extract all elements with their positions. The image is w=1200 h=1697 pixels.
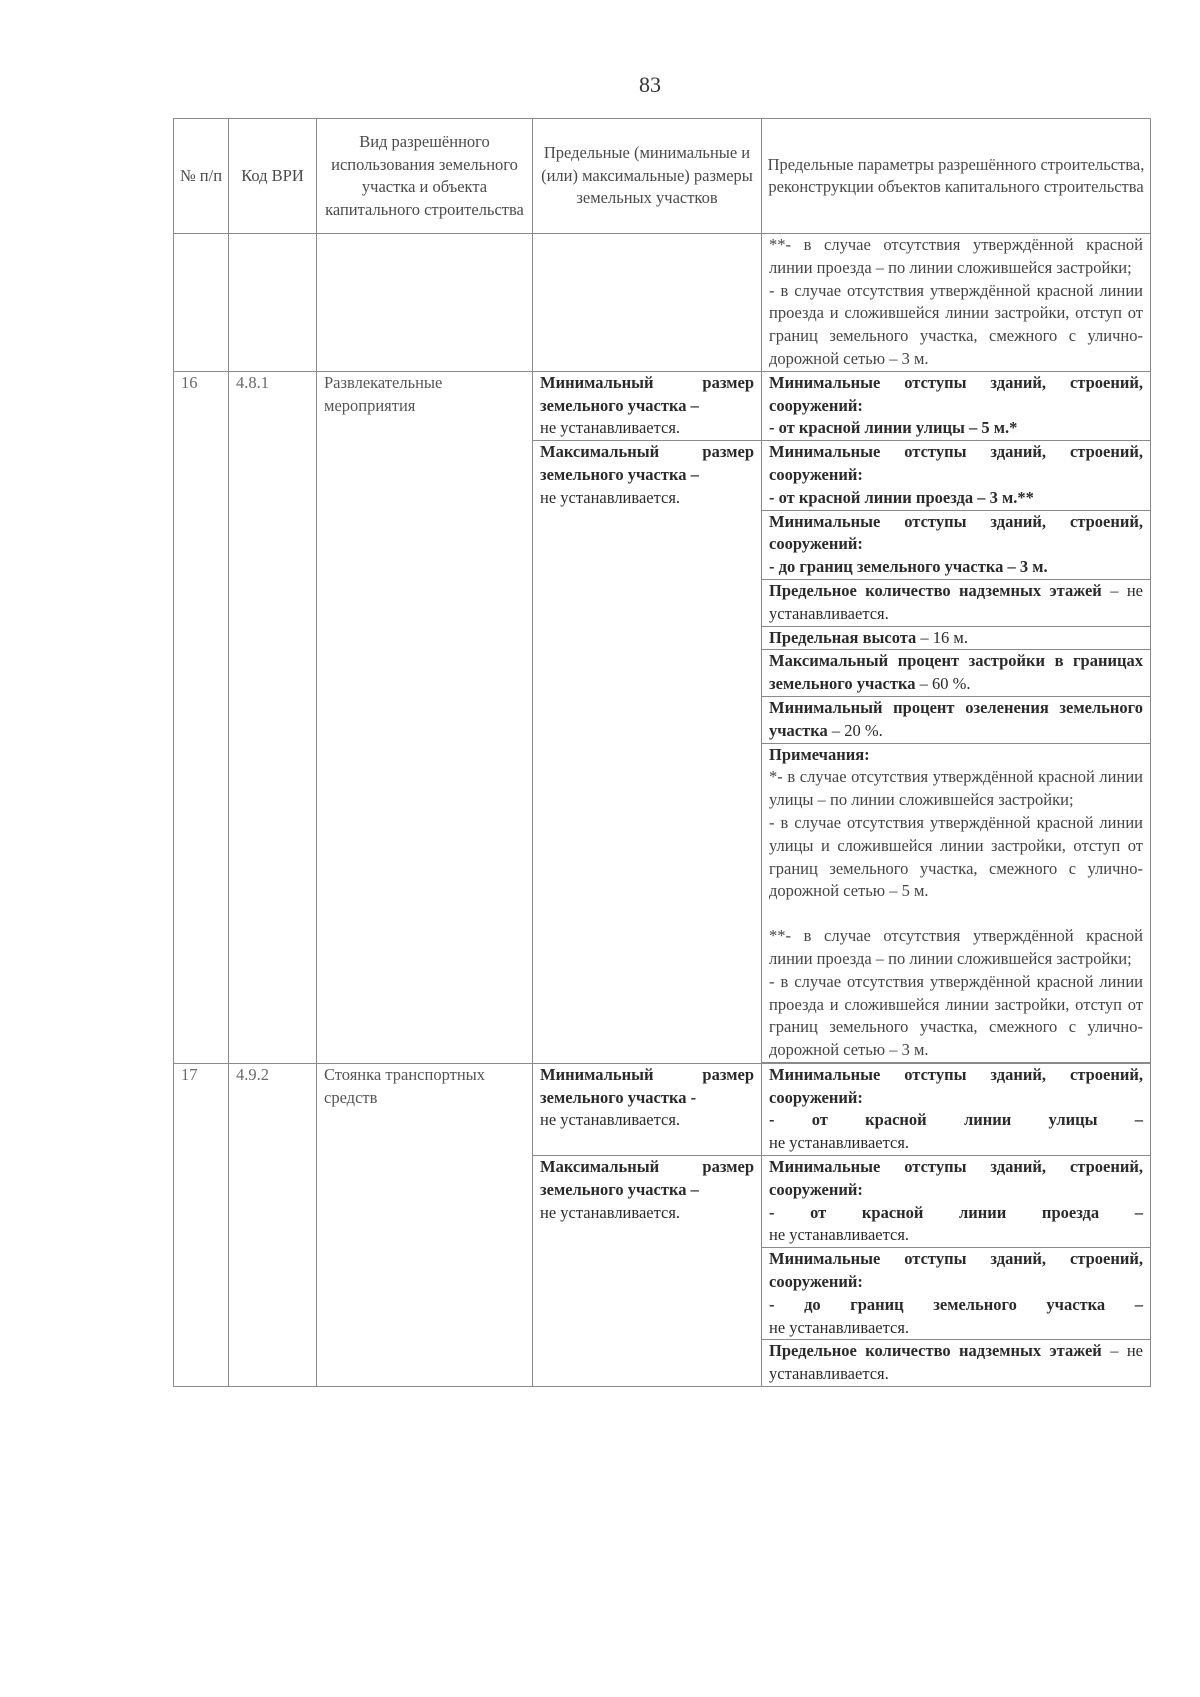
cell-empty [317,234,533,372]
param-value: - от красной линии проезда – 3 м.** [769,487,1034,507]
param-value: не устанавливается. [769,1317,910,1337]
note-text: - в случае отсутствия утверждённой красной линии улицы и сложившейся линии застройки, отступ от границ земельного участка, смежного с улично-дорожной сетью – 5 м. [769,812,1143,901]
param-cell [762,626,1151,650]
param-cell [762,650,1151,697]
max-size-title: Максимальный размер земельного участка – [540,442,754,484]
table-row-17 [174,1063,1151,1155]
header-sizes: Предельные (минимальные и (или) максимальные) размеры земельных участков [533,119,762,234]
table-header-row [174,119,1151,234]
param-title: Предельное количество надземных этажей [769,1341,1102,1361]
min-size-title: Минимальный размер земельного участка – [540,372,754,415]
param-cell [762,696,1151,743]
vri-code: 4.9.2 [229,1063,317,1386]
param-value: - от красной линии проезда – [769,1202,1143,1222]
param-title: Максимальный процент застройки в границах земельного участка [769,651,1143,694]
header-num: № п/п [174,119,229,234]
cell-empty [174,234,229,372]
param-value: не устанавливается. [769,1225,910,1245]
max-size-cell [533,1156,762,1387]
param-title: Предельная высота [769,627,917,647]
param-title: Минимальные отступы зданий, строений, сооружений: [769,1157,1143,1199]
param-value: - до границ земельного участка – 3 м. [769,557,1048,577]
cell-empty [229,234,317,372]
continuation-notes [762,234,1151,372]
param-title: Минимальные отступы зданий, строений, сооружений: [769,372,1143,415]
regulations-table [173,118,1151,1387]
row-number: 17 [174,1063,229,1386]
header-params: Предельные параметры разрешённого строительства, реконструкции объектов капитального строительства [762,119,1151,234]
cell-empty [533,234,762,372]
table-row-16 [174,371,1151,440]
param-title: Минимальные отступы зданий, строений, сооружений: [769,511,1143,554]
param-cell [762,579,1151,626]
param-title: Предельное количество надземных этажей [769,580,1102,600]
note-text: *- в случае отсутствия утверждённой красной линии улицы – по линии сложившейся застройки; [769,767,1143,810]
param-value: – 16 м. [916,627,968,647]
param-value: - от красной линии улицы – [769,1110,1143,1130]
note-text: - в случае отсутствия утверждённой красной линии проезда и сложившейся линии застройки, отступ от границ земельного участка, смежного с улично-дорожной сетью – 3 м. [769,971,1143,1060]
note-text: **- в случае отсутствия утверждённой красной линии проезда – по линии сложившейся застройки; [769,235,1143,277]
use-type: Развлекательные мероприятия [317,371,533,1063]
note-text: - в случае отсутствия утверждённой красной линии проезда и сложившейся линии застройки, отступ от границ земельного участка, смежного с улично-дорожной сетью – 3 м. [769,280,1143,368]
min-size-title: Минимальный размер земельного участка - [540,1064,754,1107]
param-title: Минимальный процент озеленения земельного участка [769,697,1143,740]
notes-cell [762,743,1151,1062]
page-number: 83 [639,72,661,97]
min-size-cell [533,1063,762,1155]
max-size-title: Максимальный размер земельного участка – [540,1157,754,1199]
vri-code: 4.8.1 [229,371,317,1063]
max-size-value: не устанавливается. [540,487,681,507]
param-cell [762,1340,1151,1387]
param-cell [762,371,1151,440]
table-row-continuation [174,234,1151,372]
param-title: Минимальные отступы зданий, строений, сооружений: [769,1249,1143,1292]
param-value: – 60 %. [915,674,971,694]
param-value: – не устанавливается. [769,1341,1143,1384]
param-cell [762,1156,1151,1248]
param-value: не устанавливается. [769,1133,910,1153]
param-cell [762,1063,1151,1155]
param-value: - до границ земельного участка – [769,1294,1143,1314]
param-value: – 20 %. [827,720,883,740]
param-value: - от красной линии улицы – 5 м.* [769,418,1018,438]
min-size-value: не устанавливается. [540,418,681,438]
param-cell [762,510,1151,579]
use-type: Стоянка транспортных средств [317,1063,533,1386]
param-title: Минимальные отступы зданий, строений, сооружений: [769,442,1143,484]
param-value: – не устанавливается. [769,580,1143,623]
param-cell [762,1248,1151,1340]
header-code: Код ВРИ [229,119,317,234]
row-number: 16 [174,371,229,1063]
notes-title: Примечания: [769,744,870,764]
header-use: Вид разрешённого использования земельного участка и объекта капитального строительства [317,119,533,234]
note-text: **- в случае отсутствия утверждённой красной линии проезда – по линии сложившейся застройки; [769,926,1143,968]
param-cell [762,441,1151,510]
max-size-value: не устанавливается. [540,1202,681,1222]
min-size-value: не устанавливается. [540,1110,681,1130]
max-size-cell [533,441,762,1064]
param-title: Минимальные отступы зданий, строений, сооружений: [769,1064,1143,1107]
min-size-cell [533,371,762,440]
